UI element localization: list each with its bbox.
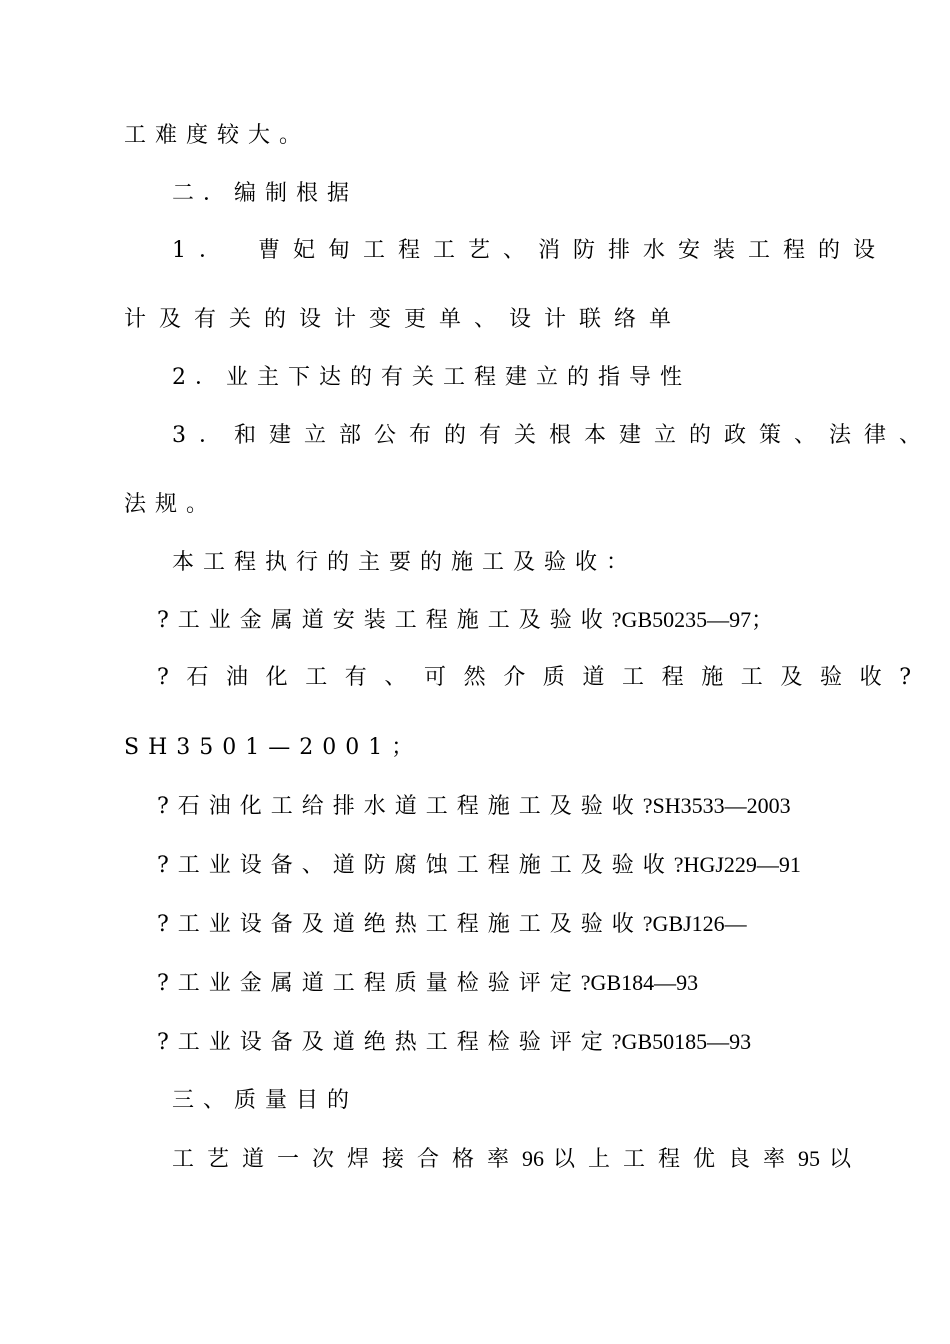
text-segment: 工艺道一次焊接合格率 xyxy=(172,1147,523,1172)
standard-item xyxy=(157,851,801,880)
standard-title: ?石油化工给排水道工程施工及验收 xyxy=(157,794,643,819)
text-line xyxy=(172,1145,864,1174)
section-heading: 三、质量目的 xyxy=(172,1088,359,1113)
text-line: 工难度较大。 xyxy=(124,123,311,148)
standard-code: ?GB184—93 xyxy=(580,970,699,995)
text-segment: 以 xyxy=(829,1147,865,1172)
standard-item: ?石油化工有、可然介质道工程施工及验收? xyxy=(157,665,929,690)
standard-title: ?工业金属道安装工程施工及验收 xyxy=(157,608,612,633)
standard-code: ?HGJ229—91 xyxy=(673,852,801,877)
list-item: 3．和建立部公布的有关根本建立的政策、法律、 xyxy=(172,423,934,448)
standard-code: ?GB50235—97； xyxy=(611,607,774,632)
standard-title: ?工业设备及道绝热工程检验评定 xyxy=(157,1030,612,1055)
text-line: 法规。 xyxy=(124,492,218,517)
standard-title: ?工业设备、道防腐蚀工程施工及验收 xyxy=(157,853,674,878)
standard-title: ?工业金属道工程质量检验评定 xyxy=(157,971,581,996)
standard-title: ?工业设备及道绝热工程施工及验收 xyxy=(157,912,643,937)
standard-item xyxy=(157,792,791,821)
standard-code: ?GBJ126— xyxy=(642,911,747,936)
standard-code: SH3501—2001； xyxy=(124,735,423,760)
list-item: 1． 曹妃甸工程工艺、消防排水安装工程的设 xyxy=(172,238,888,263)
text-line: 本工程执行的主要的施工及验收： xyxy=(172,550,638,575)
standard-code: ?SH3533—2003 xyxy=(642,793,791,818)
standard-code: ?GB50185—93 xyxy=(611,1029,752,1054)
standard-item xyxy=(157,606,773,635)
text-line: 计及有关的设计变更单、设计联络单 xyxy=(124,307,685,332)
text-segment: 以上工程优良率 xyxy=(553,1147,799,1172)
pass-rate-value: 96 xyxy=(522,1146,545,1171)
standard-item xyxy=(157,1028,751,1057)
list-item: 2．业主下达的有关工程建立的指导性 xyxy=(172,365,691,390)
standard-item xyxy=(157,969,698,998)
section-heading: 二．编制根据 xyxy=(172,181,359,206)
excellence-rate-value: 95 xyxy=(798,1146,821,1171)
standard-item xyxy=(157,910,747,939)
